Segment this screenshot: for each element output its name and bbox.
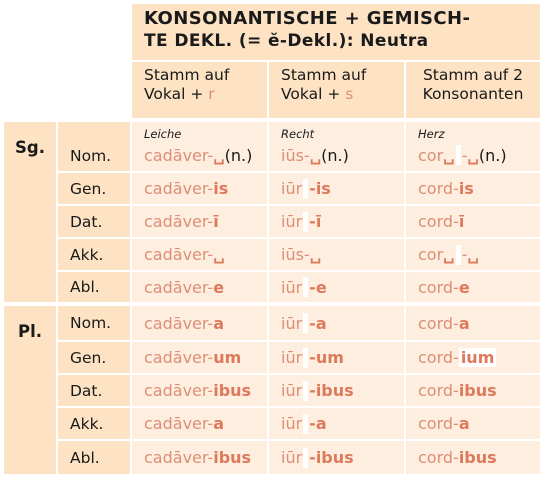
column-header-text: Vokal + xyxy=(144,85,209,103)
ending: -ibus xyxy=(309,448,354,467)
gap-marker xyxy=(303,277,308,297)
gender-note: (n.) xyxy=(478,146,507,165)
case-label-text: Akk. xyxy=(70,245,104,264)
column-header-line-2 xyxy=(144,85,261,104)
ending: ī xyxy=(458,212,465,231)
case-label-text: Abl. xyxy=(70,278,100,296)
stem: cadāver- xyxy=(144,381,214,400)
case-label-text: Nom. xyxy=(70,314,112,332)
ending: ␣ xyxy=(309,146,322,165)
column-header-mark: s xyxy=(345,85,354,103)
form-cell xyxy=(406,173,540,204)
stem: - xyxy=(461,146,468,165)
ending: ibus xyxy=(213,381,252,400)
gender-note: (n.) xyxy=(321,146,349,165)
case-label xyxy=(58,408,130,439)
form-cell xyxy=(269,272,404,302)
stem: cord- xyxy=(418,381,459,400)
form-cell xyxy=(269,306,404,340)
ending: ␣ xyxy=(467,146,479,165)
stem: iūr xyxy=(281,414,303,433)
column-header-line-1: Stamm auf 2 xyxy=(422,66,524,84)
ending: ␣ xyxy=(443,146,455,165)
gap-marker xyxy=(303,348,308,368)
case-label xyxy=(58,342,130,373)
form-cell xyxy=(406,441,540,474)
form-cell xyxy=(132,375,267,406)
title-line-2 xyxy=(144,30,530,52)
stem: - xyxy=(461,245,468,264)
sample-word: Herz xyxy=(418,127,445,141)
case-label-text: Gen. xyxy=(70,348,107,367)
case-label-text: Gen. xyxy=(70,179,107,198)
number-label-plural xyxy=(4,306,56,474)
form-cell xyxy=(269,206,404,237)
ending: is xyxy=(458,179,474,198)
ending: ibus xyxy=(458,448,497,467)
ending: ␣ xyxy=(443,245,455,264)
stem: iūr xyxy=(281,448,303,467)
stem: iūs- xyxy=(281,146,310,165)
case-label-text: Akk. xyxy=(70,414,104,433)
form-cell xyxy=(132,441,267,474)
stem: cord- xyxy=(418,414,459,433)
ending: -ī xyxy=(309,212,322,231)
stem: iūr xyxy=(281,381,303,400)
stem: iūr xyxy=(281,179,303,198)
stem: iūr xyxy=(281,277,303,297)
column-header-r xyxy=(132,62,267,118)
form-cell xyxy=(406,206,540,237)
ending: ␣ xyxy=(213,146,225,165)
number-label-text: Sg. xyxy=(15,138,45,157)
ending: -ibus xyxy=(309,381,354,400)
title-line-2-suffix: Neutra xyxy=(360,31,429,51)
gap-marker xyxy=(303,212,308,232)
form-cell xyxy=(269,173,404,204)
title-line-1: KONSONANTISCHE + GEMISCH- xyxy=(144,8,471,29)
ending: -a xyxy=(309,313,327,333)
stem: cadāver- xyxy=(144,277,214,297)
form-cell xyxy=(132,239,267,270)
form-cell xyxy=(406,239,540,270)
column-header-line-2: Konsonanten xyxy=(422,85,524,103)
ending: a xyxy=(213,414,224,433)
stem: iūr xyxy=(281,212,303,231)
column-header-line-1: Stamm auf xyxy=(144,66,230,84)
case-label xyxy=(58,272,130,302)
sample-word: Leiche xyxy=(144,127,182,141)
form-cell xyxy=(269,408,404,439)
stem: iūr xyxy=(281,348,303,367)
ending: -a xyxy=(309,414,327,433)
case-label xyxy=(58,206,130,237)
stem: cadāver- xyxy=(144,245,214,264)
form-cell xyxy=(406,272,540,302)
gap-marker xyxy=(456,245,461,265)
stem: cadāver- xyxy=(144,146,214,165)
ending: is xyxy=(213,179,229,198)
case-label xyxy=(58,173,130,204)
stem: cor xyxy=(418,245,444,264)
gender-note: (n.) xyxy=(224,146,253,165)
stem: cadāver- xyxy=(144,414,214,433)
stem: cadāver- xyxy=(144,212,214,231)
stem: cor xyxy=(418,146,444,165)
table-title xyxy=(132,4,540,60)
form-cell xyxy=(132,173,267,204)
stem: cord- xyxy=(418,348,459,367)
form-cell xyxy=(132,306,267,340)
ending: ␣ xyxy=(309,245,322,264)
form-cell xyxy=(269,122,404,171)
case-label-text: Dat. xyxy=(70,381,103,400)
stem: cord- xyxy=(418,448,459,467)
form-cell xyxy=(406,306,540,340)
stem: iūr xyxy=(281,313,303,333)
case-label xyxy=(58,375,130,406)
case-label xyxy=(58,122,130,171)
form-cell xyxy=(269,375,404,406)
title-line-2-prefix: TE DEKL. (= ĕ-Dekl.): xyxy=(144,31,354,51)
ending: a xyxy=(458,414,470,433)
form-cell xyxy=(269,239,404,270)
ending: -um xyxy=(309,348,344,367)
stem: cord- xyxy=(418,212,459,231)
gap-marker xyxy=(303,448,308,468)
stem: cadāver- xyxy=(144,179,214,198)
column-header-text: Vokal + xyxy=(281,85,346,103)
number-label-text: Pl. xyxy=(17,322,43,341)
case-label-text: Dat. xyxy=(70,212,103,231)
gap-marker xyxy=(303,313,308,333)
gap-marker xyxy=(303,179,308,199)
case-label xyxy=(58,306,130,340)
form-cell xyxy=(132,408,267,439)
form-cell xyxy=(269,342,404,373)
form-cell xyxy=(406,408,540,439)
form-cell xyxy=(132,342,267,373)
ending: ium xyxy=(460,348,495,367)
form-cell xyxy=(406,342,540,373)
case-label xyxy=(58,441,130,474)
column-header-mark: r xyxy=(208,85,215,103)
stem: iūs- xyxy=(281,245,310,264)
stem: cadāver- xyxy=(144,448,214,467)
column-header-s xyxy=(269,62,404,118)
column-header-line-1: Stamm auf xyxy=(281,66,367,84)
gap-marker xyxy=(303,381,308,401)
stem: cadāver- xyxy=(144,348,214,367)
case-label-text: Nom. xyxy=(70,147,112,165)
ending: a xyxy=(458,313,470,333)
sample-word: Recht xyxy=(281,127,315,141)
case-label-text: Abl. xyxy=(70,448,100,467)
stem: cord- xyxy=(418,313,459,333)
form-cell xyxy=(132,272,267,302)
form-cell xyxy=(269,441,404,474)
ending: e xyxy=(213,277,225,297)
column-header-2cons xyxy=(406,62,540,118)
ending: -e xyxy=(309,277,327,297)
gap-marker xyxy=(303,414,308,434)
form-cell xyxy=(132,122,267,171)
form-cell xyxy=(406,122,540,171)
ending: um xyxy=(213,348,242,367)
ending: ī xyxy=(213,212,219,231)
ending: a xyxy=(213,313,224,333)
form-cell xyxy=(132,206,267,237)
ending: -is xyxy=(309,179,331,198)
stem: cadāver- xyxy=(144,313,214,333)
column-header-line-2 xyxy=(281,85,398,104)
case-label xyxy=(58,239,130,270)
ending: ibus xyxy=(213,448,252,467)
stem: cord- xyxy=(418,277,459,297)
ending: ibus xyxy=(458,381,497,400)
gap-marker xyxy=(456,145,461,165)
ending: e xyxy=(458,277,470,297)
ending: ␣ xyxy=(467,245,479,264)
ending: ␣ xyxy=(213,245,225,264)
form-cell xyxy=(406,375,540,406)
number-label-singular xyxy=(4,122,56,302)
stem: cord- xyxy=(418,179,459,198)
